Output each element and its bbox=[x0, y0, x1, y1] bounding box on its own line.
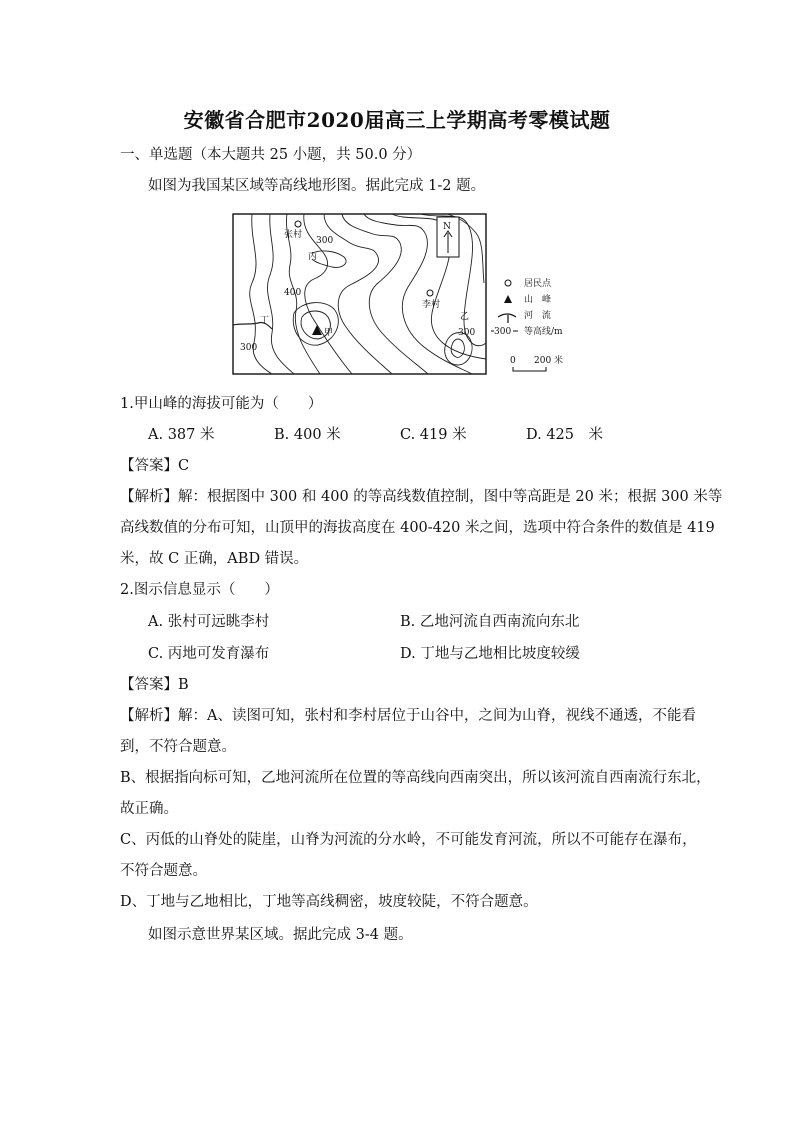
legend-river-icon bbox=[498, 314, 516, 323]
q1-option-a: A. 387 米 bbox=[148, 427, 215, 443]
label-contour-300b: 300 bbox=[240, 343, 258, 353]
intro-text-1: 如图为我国某区域等高线地形图。据此完成 1-2 题。 bbox=[148, 178, 486, 194]
q1-analysis-line-2: 高线数值的分布可知，山顶甲的海拔高度在 400-420 米之间，选项中符合条件的数值是 419 bbox=[120, 520, 715, 536]
q1-stem: 1.甲山峰的海拔可能为（ ） bbox=[120, 396, 323, 412]
q2-option-a: A. 张村可远眺李村 bbox=[148, 614, 270, 630]
label-yi: 乙 bbox=[460, 312, 470, 322]
scale-value: 200 米 bbox=[534, 356, 564, 366]
q1-option-c: C. 419 米 bbox=[400, 427, 467, 443]
legend-settlement-icon bbox=[505, 280, 511, 286]
q2-analysis-line-5: C、丙低的山脊处的陡崖，山脊为河流的分水岭，不可能发育河流，所以不可能存在瀑布， bbox=[120, 832, 697, 848]
q2-stem: 2.图示信息显示（ ） bbox=[120, 582, 279, 598]
legend-peak-label: 山 峰 bbox=[524, 295, 552, 305]
q2-analysis-line-1: 【解析】解：A、读图可知，张村和李村居位于山谷中，之间为山脊，视线不通透，不能看 bbox=[120, 708, 696, 724]
legend-peak-icon bbox=[504, 295, 512, 303]
legend-river-label: 河 流 bbox=[524, 311, 552, 321]
scale-bar bbox=[513, 367, 546, 371]
label-jia: 甲 bbox=[324, 328, 334, 338]
scale-zero: 0 bbox=[510, 356, 516, 366]
q2-analysis-line-4: 故正确。 bbox=[120, 801, 178, 817]
q2-option-b: B. 乙地河流自西南流向东北 bbox=[400, 614, 580, 630]
label-zhangcun: 张村 bbox=[284, 230, 303, 240]
legend-contour-label: 等高线/m bbox=[524, 327, 563, 337]
q1-option-b: B. 400 米 bbox=[274, 427, 341, 443]
label-contour-400: 400 bbox=[284, 288, 302, 298]
zhangcun-settlement-marker bbox=[295, 221, 301, 227]
q2-option-c: C. 丙地可发育瀑布 bbox=[148, 646, 270, 662]
contour-map bbox=[232, 213, 564, 377]
label-bing: 丙 bbox=[308, 252, 318, 262]
label-licun: 李村 bbox=[422, 300, 441, 310]
licun-settlement-marker bbox=[427, 290, 433, 296]
label-ding: 丁 bbox=[260, 316, 270, 326]
q1-analysis-line-1: 【解析】解：根据图中 300 和 400 的等高线数值控制，图中等高距是 20 米；根据 300 米等 bbox=[120, 489, 723, 505]
north-label: N bbox=[443, 222, 451, 232]
q2-analysis-line-2: 到，不符合题意。 bbox=[120, 739, 236, 755]
contour-map-figure bbox=[232, 213, 564, 377]
q2-option-d: D. 丁地与乙地相比坡度较缓 bbox=[400, 646, 580, 662]
label-contour-300a: 300 bbox=[316, 236, 334, 246]
legend-settlement-label: 居民点 bbox=[524, 279, 552, 289]
intro-text-2: 如图示意世界某区域。据此完成 3-4 题。 bbox=[148, 927, 413, 943]
q2-analysis-line-6: 不符合题意。 bbox=[120, 863, 207, 879]
label-contour-300c: 300 bbox=[458, 328, 476, 338]
q1-option-d: D. 425 米 bbox=[526, 427, 604, 443]
section-heading: 一、单选题（本大题共 25 小题，共 50.0 分） bbox=[120, 147, 422, 163]
q1-analysis-line-3: 米，故 C 正确，ABD 错误。 bbox=[120, 551, 309, 567]
q1-answer: 【答案】C bbox=[120, 458, 190, 474]
q2-analysis-line-7: D、丁地与乙地相比，丁地等高线稠密，坡度较陡，不符合题意。 bbox=[120, 894, 538, 910]
page-title: 安徽省合肥市2020届高三上学期高考零模试题 bbox=[183, 108, 611, 132]
legend-contour-value: 300 bbox=[494, 327, 512, 337]
map-legend bbox=[491, 277, 563, 371]
q2-answer: 【答案】B bbox=[120, 677, 189, 693]
q2-analysis-line-3: B、根据指向标可知，乙地河流所在位置的等高线向西南突出，所以该河流自西南流行东北， bbox=[120, 770, 711, 786]
